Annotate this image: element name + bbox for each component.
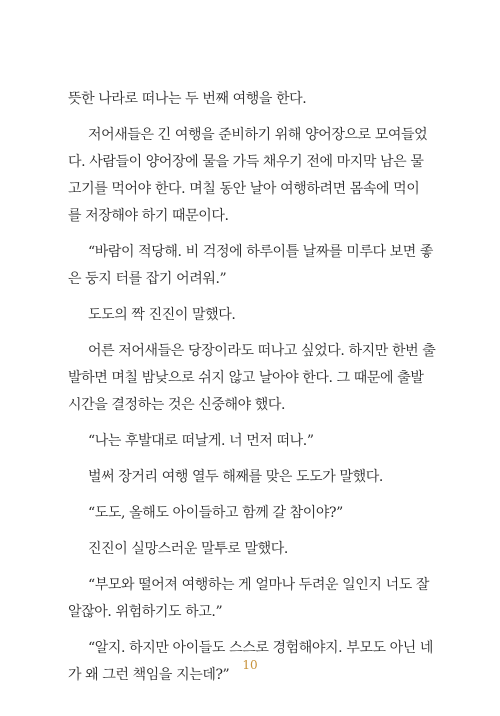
text-line: 알잖아. 위험하기도 하고.”: [68, 604, 223, 620]
text-line: “나는 후발대로 떠날게. 너 먼저 떠나.”: [88, 433, 314, 449]
text-line: 다. 사람들이 양어장에 물을 가득 채우기 전에 마지막 남은 물: [68, 154, 424, 170]
text-line: “도도, 올해도 아이들하고 함께 갈 참이야?”: [88, 505, 343, 521]
text-line: “부모와 떨어져 여행하는 게 얼마나 두려운 일인지 너도 잘: [88, 577, 430, 593]
text-line: 진진이 실망스러운 말투로 말했다.: [88, 541, 288, 557]
text-line: 도도의 짝 진진이 말했다.: [88, 307, 236, 323]
text-line: 를 저장해야 하기 때문이다.: [68, 208, 229, 224]
text-line: 고기를 먹어야 한다. 며칠 동안 날아 여행하려면 몸속에 먹이: [68, 181, 420, 197]
text-line: “알지. 하지만 아이들도 스스로 경험해야지. 부모도 아닌 네: [88, 640, 434, 656]
text-line: 어른 저어새들은 당장이라도 떠나고 싶었다. 하지만 한번 출: [88, 343, 436, 359]
text-line: 시간을 결정하는 것은 신중해야 했다.: [68, 397, 286, 413]
text-line: 저어새들은 긴 여행을 준비하기 위해 양어장으로 모여들었: [88, 127, 428, 143]
text-line: 가 왜 그런 책임을 지는데?”: [68, 667, 230, 683]
body-text: [68, 86, 440, 689]
text-line: 발하면 며칠 밤낮으로 쉬지 않고 날아야 한다. 그 때문에 출발: [68, 370, 424, 386]
text-line: 벌써 장거리 여행 열두 해째를 맞은 도도가 말했다.: [88, 469, 383, 485]
text-line: 은 둥지 터를 잡기 어려워.”: [68, 271, 227, 287]
page-number: 10: [242, 658, 258, 672]
text-line: “바람이 적당해. 비 걱정에 하루이틀 날짜를 미루다 보면 좋: [88, 244, 434, 260]
text-line: 뜻한 나라로 떠나는 두 번째 여행을 한다.: [68, 91, 307, 107]
